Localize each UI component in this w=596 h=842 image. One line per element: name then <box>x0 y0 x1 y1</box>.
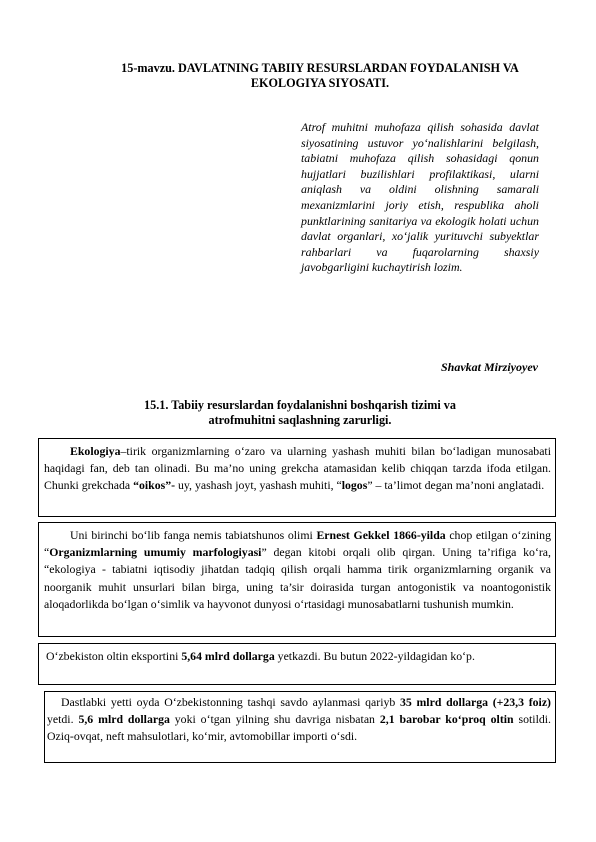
trade-turnover-text <box>47 694 551 746</box>
text-span: yetdi. <box>47 712 79 727</box>
title-line-2: EKOLOGIYA SIYOSATI. <box>250 76 390 90</box>
ecology-definition-box <box>38 438 556 517</box>
epigraph-author: Shavkat Mirziyoyev <box>441 360 538 374</box>
title-line-1: 15-mavzu. DAVLATNING TABIIY RESURSLARDAN FOYDALANISH VA <box>121 61 519 75</box>
text-span: ” – ta’limot degan ma’noni anglatadi. <box>367 478 545 493</box>
gold-multiplier: 2,1 barobar ko‘proq oltin <box>379 712 514 727</box>
text-span: O‘zbekiston oltin eksportini <box>46 649 182 663</box>
haeckel-box <box>38 522 556 637</box>
term-ecology: Ekologiya <box>70 444 121 458</box>
epigraph-quote: Atrof muhitni muhofaza qilish sohasida davlat siyosatining ustuvor yo‘nalishlarini belgilash, tabiatni muhofaza qilish sohasidagi qonun hujjatlari buzilishlari profilaktikasi, ularni aniqlash va oldini olishning samarali mexanizmlarini joriy etish, respublika aholi punktlarining sanitariya va ekologik holati uchun davlat organlari, xo‘jalik yurituvchi subyektlar rahbarlari va fuqarolarning shaxsiy javobgarligini kuchaytirish lozim. <box>301 120 539 275</box>
text-span: yetkazdi. Bu butun 2022-yildagidan ko‘p. <box>274 649 475 663</box>
text-span: yoki o‘tgan yilning shu davriga nisbatan <box>169 712 380 727</box>
ecology-definition-text <box>44 443 551 495</box>
gold-sales-amount: 5,6 mlrd dollarga <box>78 712 170 727</box>
gold-export-box <box>38 643 556 685</box>
gold-export-text <box>44 648 551 665</box>
text-span: ” degan kitobi orqali olib qirgan. Uning ta’rifiga ko‘ra, “ekologiya - tabiatni iqtisodiy jihatdan tadqiq qilish orqali hamma tirik organizmlarning organik va noorganik muhit unsurlari bilan birga, uning ta’sir doirasida turgan antogonistik va noantogonistik aloqadorlikda bo‘lgan o‘simlik va hayvonot dunyosi o‘rtasidagi munosabatlarni tushunish mumkin. <box>44 545 551 611</box>
text-span: uy, yashash joyt, yashash muhiti, “ <box>175 478 342 493</box>
trade-amount: 35 mlrd dollarga (+23,3 foiz) <box>399 695 551 709</box>
text-span: chop etilgan o‘zining “ <box>44 528 551 560</box>
term-oikos: “oikos”- <box>133 478 176 493</box>
haeckel-text <box>44 527 551 613</box>
section-heading-line-2: atrofmuhitni saqlashning zarurligi. <box>208 413 392 427</box>
book-title: Organizmlarning umumiy marfologiyasi <box>49 545 262 560</box>
section-heading-line-1: 15.1. Tabiiy resurslardan foydalanishni boshqarish tizimi va <box>144 398 456 412</box>
text-span: Dastlabki yetti oyda O‘zbekistonning tashqi savdo aylanmasi qariyb <box>61 695 400 709</box>
page-title <box>70 61 570 91</box>
gold-export-amount: 5,64 mlrd dollarga <box>181 649 275 663</box>
term-logos: logos <box>341 478 368 493</box>
text-span: sotildi. Oziq-ovqat, neft mahsulotlari, ko‘mir, avtomobillar importi o‘sdi. <box>47 712 551 744</box>
trade-turnover-box <box>44 691 556 763</box>
section-heading <box>90 398 510 428</box>
text-span: Uni birinchi bo‘lib fanga nemis tabiatshunos olimi <box>70 528 317 542</box>
haeckel-name: Ernest Gekkel 1866-yilda <box>316 528 446 542</box>
text-span: –tirik organizmlarning o‘zaro va ularning yashash muhiti bilan bo‘ladigan munosabati haqidagi fan, deb tan olinadi. Bu ma’no uning grekcha atamasidan kelib chiqqan tarzda ifoda etilgan. Chunki grekchada <box>44 444 551 493</box>
